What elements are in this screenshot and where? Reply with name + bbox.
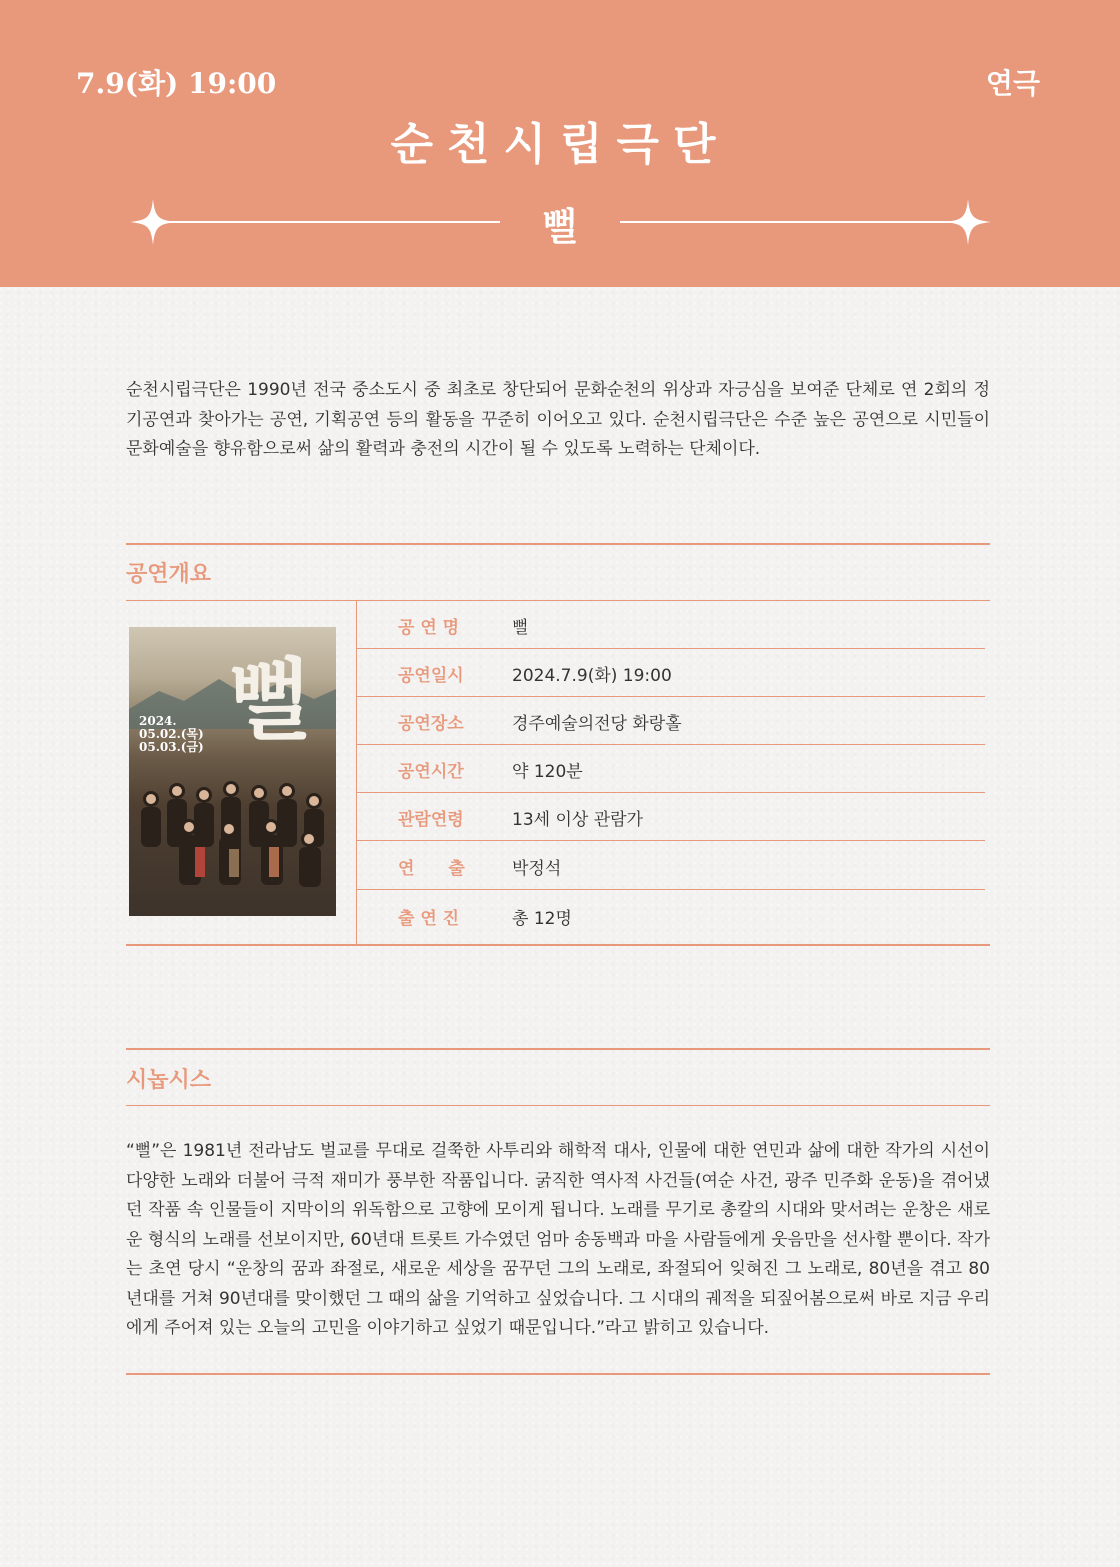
section-divider	[126, 543, 990, 545]
performance-date: 7.9(화) 19:00	[76, 67, 277, 100]
info-value: 총 12명	[512, 909, 572, 929]
row-divider	[357, 696, 985, 697]
section-divider	[126, 944, 990, 946]
section-divider	[126, 1105, 990, 1106]
poster-image	[129, 627, 336, 916]
row-divider	[357, 840, 985, 841]
info-value: 2024.7.9(화) 19:00	[512, 666, 672, 686]
genre-label: 연극	[985, 67, 1040, 100]
info-label: 공 연 명	[398, 618, 460, 638]
table-divider	[356, 600, 357, 945]
info-value: 약 120분	[512, 762, 583, 782]
row-divider	[357, 792, 985, 793]
info-value: 뻘	[512, 618, 529, 638]
info-label: 공연시간	[398, 762, 464, 782]
section-divider	[126, 600, 990, 601]
play-title: 뻘	[541, 205, 579, 249]
info-label: 공연장소	[398, 714, 464, 734]
info-label: 출 연 진	[398, 909, 460, 929]
info-value: 경주예술의전당 화랑홀	[512, 714, 682, 734]
row-divider	[357, 648, 985, 649]
poster-title: 뻘	[227, 649, 313, 752]
overview-title: 공연개요	[126, 562, 212, 587]
troupe-name: 순천시립극단	[390, 119, 730, 170]
info-label: 연 출	[398, 859, 465, 879]
poster-date: 2024. 05.02.(목) 05.03.(금)	[139, 714, 204, 754]
info-value: 13세 이상 관람가	[512, 810, 643, 830]
row-divider	[357, 889, 985, 890]
header-banner	[0, 0, 1120, 287]
info-label: 관람연령	[398, 810, 464, 830]
section-divider	[126, 1373, 990, 1375]
info-label: 공연일시	[398, 666, 464, 686]
troupe-intro: 순천시립극단은 1990년 전국 중소도시 중 최초로 창단되어 문화순천의 위상과 자긍심을 보여준 단체로 연 2회의 정기공연과 찾아가는 공연, 기획공연 등의 활동을 꾸준히 이어오고 있다. 순천시립극단은 수준 높은 공연으로 시민들이 문화예술을 향유함으로써 삶의 활력과 충전의 시간이 될 수 있도록 노력하는 단체이다.	[126, 380, 990, 459]
poster-cast-photo	[129, 777, 336, 897]
section-divider	[126, 1048, 990, 1050]
info-value: 박정석	[512, 859, 562, 879]
synopsis-text: “뻘”은 1981년 전라남도 벌교를 무대로 걸쭉한 사투리와 해학적 대사, 인물에 대한 연민과 삶에 대한 작가의 시선이 다양한 노래와 더불어 극적 재미가 풍부한 작품입니다. 굵직한 역사적 사건들(여순 사건, 광주 민주화 운동)을 겪어냈던 작품 속 인물들이 지막이의 위독함으로 고향에 모이게 됩니다. 노래를 무기로 총칼의 시대와 맞서려는 운창은 새로운 형식의 노래를 선보이지만, 60년대 트롯트 가수였던 엄마 송동백과 마을 사람들에게 웃음만을 선사할 뿐이다. 작가는 초연 당시 “운창의 꿈과 좌절로, 새로운 세상을 꿈꾸던 그의 노래로, 좌절되어 잊혀진 그 노래로, 80년을 겪고 80년대를 거쳐 90년대를 맞이했던 그 때의 삶을 기억하고 싶었습니다. 그 시대의 궤적을 되짚어봄으로써 바로 지금 우리에게 주어져 있는 오늘의 고민을 이야기하고 싶었기 때문입니다.”라고 밝히고 있습니다.	[126, 1141, 990, 1338]
synopsis-title: 시놉시스	[126, 1068, 212, 1093]
row-divider	[357, 744, 985, 745]
